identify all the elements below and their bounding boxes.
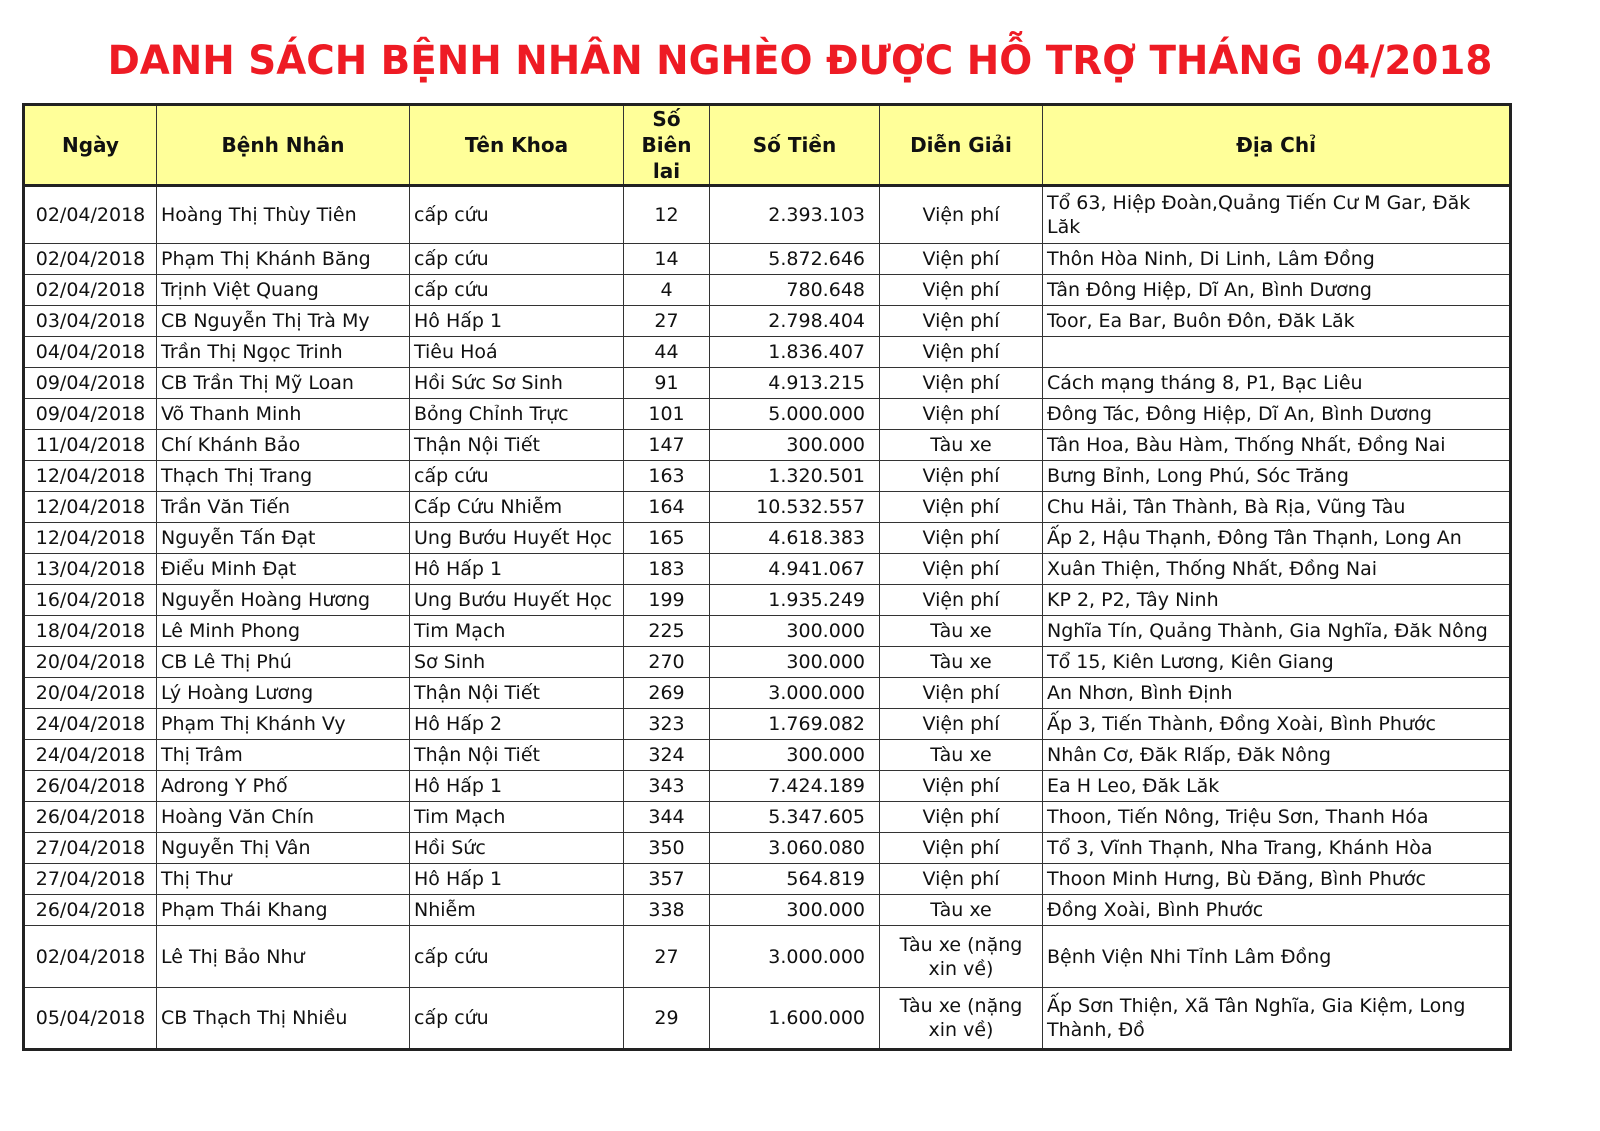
cell-patient: Thạch Thị Trang — [157, 461, 410, 492]
cell-date: 20/04/2018 — [24, 678, 157, 709]
cell-address: Thoon, Tiến Nông, Triệu Sơn, Thanh Hóa — [1043, 802, 1511, 833]
cell-date: 03/04/2018 — [24, 306, 157, 337]
cell-note: Viện phí — [880, 802, 1043, 833]
table-row — [24, 275, 1511, 306]
cell-date: 02/04/2018 — [24, 244, 157, 275]
cell-patient: CB Thạch Thị Nhiều — [157, 988, 410, 1050]
cell-dept: cấp cứu — [410, 988, 624, 1050]
header-date: Ngày — [24, 105, 157, 186]
cell-dept: Thận Nội Tiết — [410, 430, 624, 461]
cell-dept: Thận Nội Tiết — [410, 678, 624, 709]
cell-patient: Phạm Thị Khánh Vy — [157, 709, 410, 740]
cell-amount: 1.836.407 — [710, 337, 880, 368]
cell-address: Cách mạng tháng 8, P1, Bạc Liêu — [1043, 368, 1511, 399]
cell-date: 27/04/2018 — [24, 833, 157, 864]
cell-receipt: 29 — [624, 988, 710, 1050]
cell-receipt: 225 — [624, 616, 710, 647]
cell-patient: Hoàng Văn Chín — [157, 802, 410, 833]
cell-dept: Hô Hấp 2 — [410, 709, 624, 740]
page-title: DANH SÁCH BỆNH NHÂN NGHÈO ĐƯỢC HỖ TRỢ THÁNG 04/2018 — [107, 38, 1493, 84]
cell-amount: 300.000 — [710, 430, 880, 461]
cell-receipt: 27 — [624, 306, 710, 337]
cell-note: Viện phí — [880, 771, 1043, 802]
cell-note: Viện phí — [880, 678, 1043, 709]
cell-patient: Trần Văn Tiến — [157, 492, 410, 523]
patient-table — [22, 103, 1512, 1051]
cell-amount: 4.913.215 — [710, 368, 880, 399]
table-row — [24, 306, 1511, 337]
cell-dept: cấp cứu — [410, 926, 624, 988]
cell-address: Tân Đông Hiệp, Dĩ An, Bình Dương — [1043, 275, 1511, 306]
cell-dept: Tim Mạch — [410, 616, 624, 647]
cell-date: 09/04/2018 — [24, 399, 157, 430]
cell-address: Bưng Bỉnh, Long Phú, Sóc Trăng — [1043, 461, 1511, 492]
table-row — [24, 399, 1511, 430]
cell-dept: Thận Nội Tiết — [410, 740, 624, 771]
cell-receipt: 344 — [624, 802, 710, 833]
cell-patient: Hoàng Thị Thùy Tiên — [157, 186, 410, 244]
table-row — [24, 244, 1511, 275]
header-note: Diễn Giải — [880, 105, 1043, 186]
cell-address: Thôn Hòa Ninh, Di Linh, Lâm Đồng — [1043, 244, 1511, 275]
cell-dept: Ung Bướu Huyết Học — [410, 523, 624, 554]
table-row — [24, 368, 1511, 399]
cell-address: Tân Hoa, Bàu Hàm, Thống Nhất, Đồng Nai — [1043, 430, 1511, 461]
cell-amount: 5.347.605 — [710, 802, 880, 833]
cell-patient: Phạm Thị Khánh Băng — [157, 244, 410, 275]
cell-receipt: 343 — [624, 771, 710, 802]
cell-address — [1043, 337, 1511, 368]
cell-note: Viện phí — [880, 492, 1043, 523]
cell-date: 02/04/2018 — [24, 186, 157, 244]
cell-address: Ấp 2, Hậu Thạnh, Đông Tân Thạnh, Long An — [1043, 523, 1511, 554]
cell-dept: Tiêu Hoá — [410, 337, 624, 368]
cell-dept: Hồi Sức — [410, 833, 624, 864]
cell-receipt: 27 — [624, 926, 710, 988]
cell-date: 26/04/2018 — [24, 771, 157, 802]
cell-patient: CB Trần Thị Mỹ Loan — [157, 368, 410, 399]
cell-address: Toor, Ea Bar, Buôn Đôn, Đăk Lăk — [1043, 306, 1511, 337]
cell-receipt: 164 — [624, 492, 710, 523]
cell-amount: 300.000 — [710, 895, 880, 926]
cell-address: Bệnh Viện Nhi Tỉnh Lâm Đồng — [1043, 926, 1511, 988]
cell-note: Viện phí — [880, 275, 1043, 306]
cell-amount: 7.424.189 — [710, 771, 880, 802]
cell-receipt: 357 — [624, 864, 710, 895]
cell-dept: Hô Hấp 1 — [410, 771, 624, 802]
cell-dept: cấp cứu — [410, 461, 624, 492]
cell-amount: 3.060.080 — [710, 833, 880, 864]
header-receipt: Số Biên lai — [624, 105, 710, 186]
cell-note: Tàu xe (nặng xin về) — [880, 926, 1043, 988]
cell-date: 27/04/2018 — [24, 864, 157, 895]
cell-note: Viện phí — [880, 244, 1043, 275]
cell-receipt: 163 — [624, 461, 710, 492]
table-row — [24, 678, 1511, 709]
cell-address: Chu Hải, Tân Thành, Bà Rịa, Vũng Tàu — [1043, 492, 1511, 523]
cell-receipt: 324 — [624, 740, 710, 771]
cell-dept: cấp cứu — [410, 275, 624, 306]
cell-patient: Lê Minh Phong — [157, 616, 410, 647]
cell-note: Viện phí — [880, 186, 1043, 244]
cell-patient: Phạm Thái Khang — [157, 895, 410, 926]
cell-receipt: 270 — [624, 647, 710, 678]
cell-date: 12/04/2018 — [24, 461, 157, 492]
cell-patient: Lê Thị Bảo Như — [157, 926, 410, 988]
cell-address: Ấp Sơn Thiện, Xã Tân Nghĩa, Gia Kiệm, Long Thành, Đồ — [1043, 988, 1511, 1050]
cell-patient: Nguyễn Hoàng Hương — [157, 585, 410, 616]
cell-dept: cấp cứu — [410, 244, 624, 275]
cell-amount: 4.618.383 — [710, 523, 880, 554]
table-row — [24, 585, 1511, 616]
cell-patient: Nguyễn Thị Vân — [157, 833, 410, 864]
cell-patient: Trịnh Việt Quang — [157, 275, 410, 306]
cell-patient: Trần Thị Ngọc Trinh — [157, 337, 410, 368]
cell-address: Nhân Cơ, Đăk Rlấp, Đăk Nông — [1043, 740, 1511, 771]
cell-amount: 780.648 — [710, 275, 880, 306]
cell-amount: 3.000.000 — [710, 926, 880, 988]
cell-date: 04/04/2018 — [24, 337, 157, 368]
cell-date: 24/04/2018 — [24, 709, 157, 740]
cell-amount: 1.769.082 — [710, 709, 880, 740]
cell-dept: Hồi Sức Sơ Sinh — [410, 368, 624, 399]
cell-note: Tàu xe — [880, 616, 1043, 647]
cell-note: Viện phí — [880, 368, 1043, 399]
cell-receipt: 165 — [624, 523, 710, 554]
cell-receipt: 147 — [624, 430, 710, 461]
cell-note: Viện phí — [880, 337, 1043, 368]
cell-date: 05/04/2018 — [24, 988, 157, 1050]
cell-receipt: 183 — [624, 554, 710, 585]
cell-amount: 5.872.646 — [710, 244, 880, 275]
cell-address: Đồng Xoài, Bình Phước — [1043, 895, 1511, 926]
cell-dept: Hô Hấp 1 — [410, 864, 624, 895]
cell-amount: 1.600.000 — [710, 988, 880, 1050]
cell-patient: Võ Thanh Minh — [157, 399, 410, 430]
cell-dept: Cấp Cứu Nhiễm — [410, 492, 624, 523]
table-row — [24, 461, 1511, 492]
cell-note: Viện phí — [880, 461, 1043, 492]
cell-receipt: 350 — [624, 833, 710, 864]
cell-amount: 300.000 — [710, 647, 880, 678]
cell-receipt: 12 — [624, 186, 710, 244]
cell-note: Tàu xe — [880, 740, 1043, 771]
table-row — [24, 771, 1511, 802]
cell-date: 20/04/2018 — [24, 647, 157, 678]
cell-note: Tàu xe (nặng xin về) — [880, 988, 1043, 1050]
header-address: Địa Chỉ — [1043, 105, 1511, 186]
cell-date: 13/04/2018 — [24, 554, 157, 585]
cell-amount: 300.000 — [710, 616, 880, 647]
cell-patient: Lý Hoàng Lương — [157, 678, 410, 709]
cell-patient: Adrong Y Phố — [157, 771, 410, 802]
table-row — [24, 554, 1511, 585]
cell-address: Tổ 15, Kiên Lương, Kiên Giang — [1043, 647, 1511, 678]
cell-dept: Nhiễm — [410, 895, 624, 926]
cell-dept: Tim Mạch — [410, 802, 624, 833]
table-row — [24, 616, 1511, 647]
cell-amount: 2.393.103 — [710, 186, 880, 244]
cell-address: Thoon Minh Hưng, Bù Đăng, Bình Phước — [1043, 864, 1511, 895]
cell-date: 26/04/2018 — [24, 802, 157, 833]
cell-receipt: 323 — [624, 709, 710, 740]
table-row — [24, 926, 1511, 988]
cell-patient: Nguyễn Tấn Đạt — [157, 523, 410, 554]
cell-dept: Hô Hấp 1 — [410, 306, 624, 337]
cell-note: Viện phí — [880, 585, 1043, 616]
cell-dept: cấp cứu — [410, 186, 624, 244]
table-row — [24, 988, 1511, 1050]
cell-date: 11/04/2018 — [24, 430, 157, 461]
cell-receipt: 338 — [624, 895, 710, 926]
table-row — [24, 337, 1511, 368]
cell-amount: 564.819 — [710, 864, 880, 895]
cell-amount: 2.798.404 — [710, 306, 880, 337]
table-row — [24, 430, 1511, 461]
table-row — [24, 709, 1511, 740]
table-row — [24, 647, 1511, 678]
cell-receipt: 91 — [624, 368, 710, 399]
cell-date: 02/04/2018 — [24, 926, 157, 988]
cell-date: 12/04/2018 — [24, 492, 157, 523]
cell-note: Viện phí — [880, 399, 1043, 430]
cell-amount: 4.941.067 — [710, 554, 880, 585]
cell-receipt: 199 — [624, 585, 710, 616]
cell-date: 18/04/2018 — [24, 616, 157, 647]
cell-address: Tổ 63, Hiệp Đoàn,Quảng Tiến Cư M Gar, Đăk Lăk — [1043, 186, 1511, 244]
cell-receipt: 44 — [624, 337, 710, 368]
table-row — [24, 895, 1511, 926]
cell-dept: Bỏng Chỉnh Trực — [410, 399, 624, 430]
cell-address: An Nhơn, Bình Định — [1043, 678, 1511, 709]
cell-date: 16/04/2018 — [24, 585, 157, 616]
cell-dept: Sơ Sinh — [410, 647, 624, 678]
cell-amount: 10.532.557 — [710, 492, 880, 523]
table-row — [24, 802, 1511, 833]
table-row — [24, 186, 1511, 244]
header-amount: Số Tiền — [710, 105, 880, 186]
cell-patient: Thị Thư — [157, 864, 410, 895]
cell-dept: Ung Bướu Huyết Học — [410, 585, 624, 616]
cell-note: Tàu xe — [880, 430, 1043, 461]
cell-amount: 1.935.249 — [710, 585, 880, 616]
header-patient: Bệnh Nhân — [157, 105, 410, 186]
cell-dept: Hô Hấp 1 — [410, 554, 624, 585]
table-header-row — [24, 105, 1511, 186]
cell-patient: Chí Khánh Bảo — [157, 430, 410, 461]
cell-date: 09/04/2018 — [24, 368, 157, 399]
header-dept: Tên Khoa — [410, 105, 624, 186]
cell-note: Viện phí — [880, 833, 1043, 864]
cell-address: Ea H Leo, Đăk Lăk — [1043, 771, 1511, 802]
cell-note: Viện phí — [880, 864, 1043, 895]
table-row — [24, 523, 1511, 554]
cell-note: Viện phí — [880, 554, 1043, 585]
cell-patient: CB Lê Thị Phú — [157, 647, 410, 678]
table-row — [24, 833, 1511, 864]
cell-address: Tổ 3, Vĩnh Thạnh, Nha Trang, Khánh Hòa — [1043, 833, 1511, 864]
cell-note: Viện phí — [880, 523, 1043, 554]
cell-note: Viện phí — [880, 709, 1043, 740]
cell-receipt: 4 — [624, 275, 710, 306]
cell-date: 02/04/2018 — [24, 275, 157, 306]
cell-date: 26/04/2018 — [24, 895, 157, 926]
cell-amount: 3.000.000 — [710, 678, 880, 709]
table-row — [24, 864, 1511, 895]
cell-amount: 300.000 — [710, 740, 880, 771]
table-row — [24, 492, 1511, 523]
cell-patient: CB Nguyễn Thị Trà My — [157, 306, 410, 337]
cell-patient: Thị Trâm — [157, 740, 410, 771]
cell-note: Viện phí — [880, 306, 1043, 337]
cell-amount: 5.000.000 — [710, 399, 880, 430]
cell-note: Tàu xe — [880, 895, 1043, 926]
cell-amount: 1.320.501 — [710, 461, 880, 492]
table-row — [24, 740, 1511, 771]
cell-receipt: 14 — [624, 244, 710, 275]
cell-address: Đông Tác, Đông Hiệp, Dĩ An, Bình Dương — [1043, 399, 1511, 430]
cell-date: 24/04/2018 — [24, 740, 157, 771]
cell-date: 12/04/2018 — [24, 523, 157, 554]
cell-address: KP 2, P2, Tây Ninh — [1043, 585, 1511, 616]
cell-note: Tàu xe — [880, 647, 1043, 678]
cell-address: Ấp 3, Tiến Thành, Đồng Xoài, Bình Phước — [1043, 709, 1511, 740]
cell-receipt: 101 — [624, 399, 710, 430]
cell-address: Nghĩa Tín, Quảng Thành, Gia Nghĩa, Đăk Nông — [1043, 616, 1511, 647]
cell-address: Xuân Thiện, Thống Nhất, Đồng Nai — [1043, 554, 1511, 585]
cell-receipt: 269 — [624, 678, 710, 709]
cell-patient: Điểu Minh Đạt — [157, 554, 410, 585]
